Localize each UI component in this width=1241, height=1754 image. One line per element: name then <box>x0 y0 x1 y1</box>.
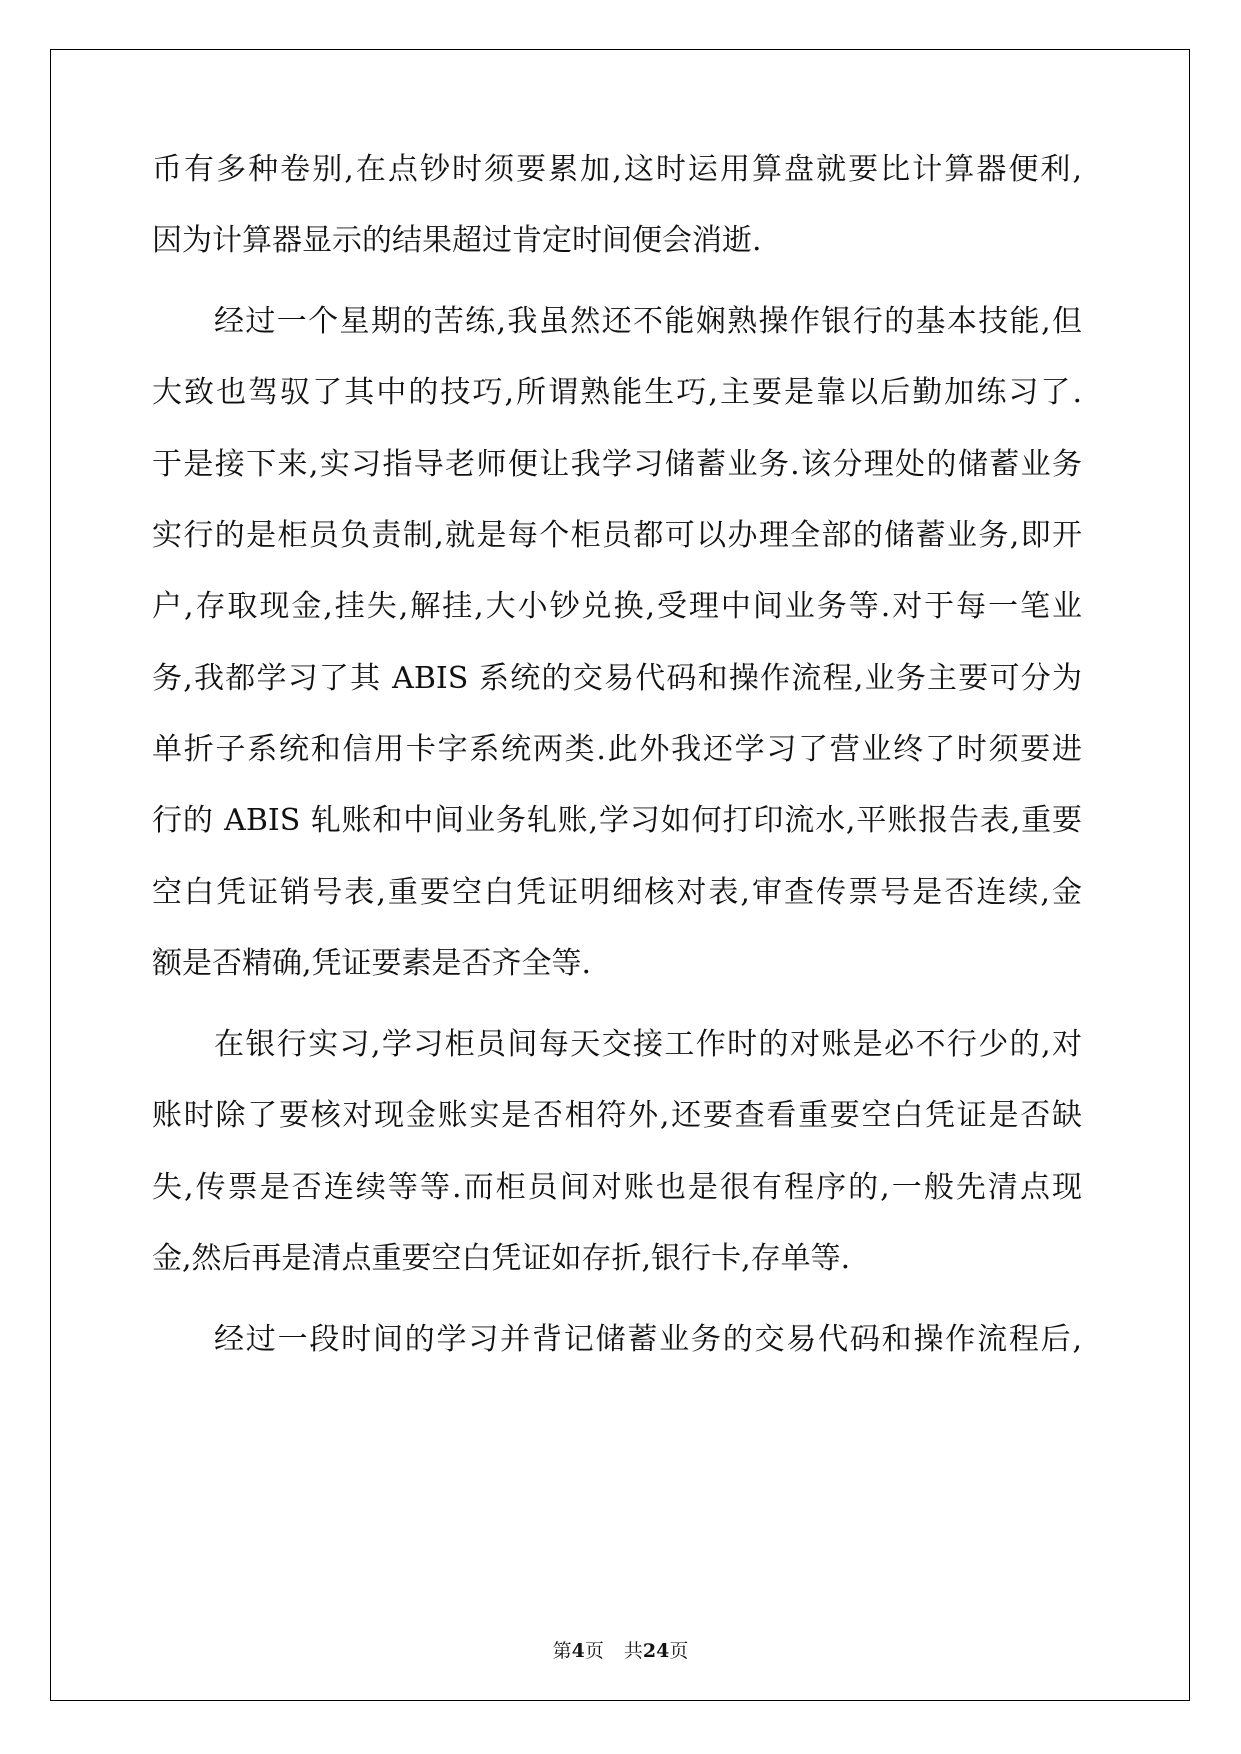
text-line: 账时除了要核对现金账实是否相符外,还要查看重要空白凭证是否缺 <box>152 1098 1082 1133</box>
text-line: 于是接下来,实习指导老师便让我学习储蓄业务.该分理处的储蓄业务 <box>152 447 1082 482</box>
text-line: 户,存取现金,挂失,解挂,大小钞兑换,受理中间业务等.对于每一笔业 <box>152 589 1082 624</box>
text-line: 金,然后再是清点重要空白凭证如存折,银行卡,存单等. <box>152 1241 851 1276</box>
text-line: 因为计算器显示的结果超过肯定时间便会消逝. <box>152 223 762 258</box>
paragraph-first-line: 经过一个星期的苦练,我虽然还不能娴熟操作银行的基本技能,但 <box>214 304 1082 339</box>
text-line: 大致也驾驭了其中的技巧,所谓熟能生巧,主要是靠以后勤加练习了. <box>152 375 1082 410</box>
page-footer <box>0 1636 1241 1663</box>
text-line: 单折子系统和信用卡字系统两类.此外我还学习了营业终了时须要进 <box>152 732 1082 767</box>
text-line: 币有多种卷别,在点钞时须要累加,这时运用算盘就要比计算器便利, <box>152 152 1082 187</box>
total-pages: 24 <box>642 1640 670 1662</box>
paragraph-first-line: 在银行实习,学习柜员间每天交接工作时的对账是必不行少的,对 <box>214 1027 1082 1062</box>
text-line: 额是否精确,凭证要素是否齐全等. <box>152 946 592 981</box>
page-suffix: 页 <box>584 1640 604 1662</box>
total-prefix: 共 <box>623 1640 643 1662</box>
text-line: 行的 ABIS 轧账和中间业务轧账,学习如何打印流水,平账报告表,重要 <box>152 803 1082 838</box>
text-line: 失,传票是否连续等等.而柜员间对账也是很有程序的,一般先清点现 <box>152 1170 1082 1205</box>
paragraph-first-line: 经过一段时间的学习并背记储蓄业务的交易代码和操作流程后, <box>214 1322 1082 1357</box>
page-number: 4 <box>571 1640 585 1662</box>
text-line: 务,我都学习了其 ABIS 系统的交易代码和操作流程,业务主要可分为 <box>152 661 1082 696</box>
page-prefix: 第 <box>552 1640 572 1662</box>
text-line: 空白凭证销号表,重要空白凭证明细核对表,审查传票号是否连续,金 <box>152 875 1082 910</box>
total-suffix: 页 <box>669 1640 689 1662</box>
text-line: 实行的是柜员负责制,就是每个柜员都可以办理全部的储蓄业务,即开 <box>152 518 1082 553</box>
